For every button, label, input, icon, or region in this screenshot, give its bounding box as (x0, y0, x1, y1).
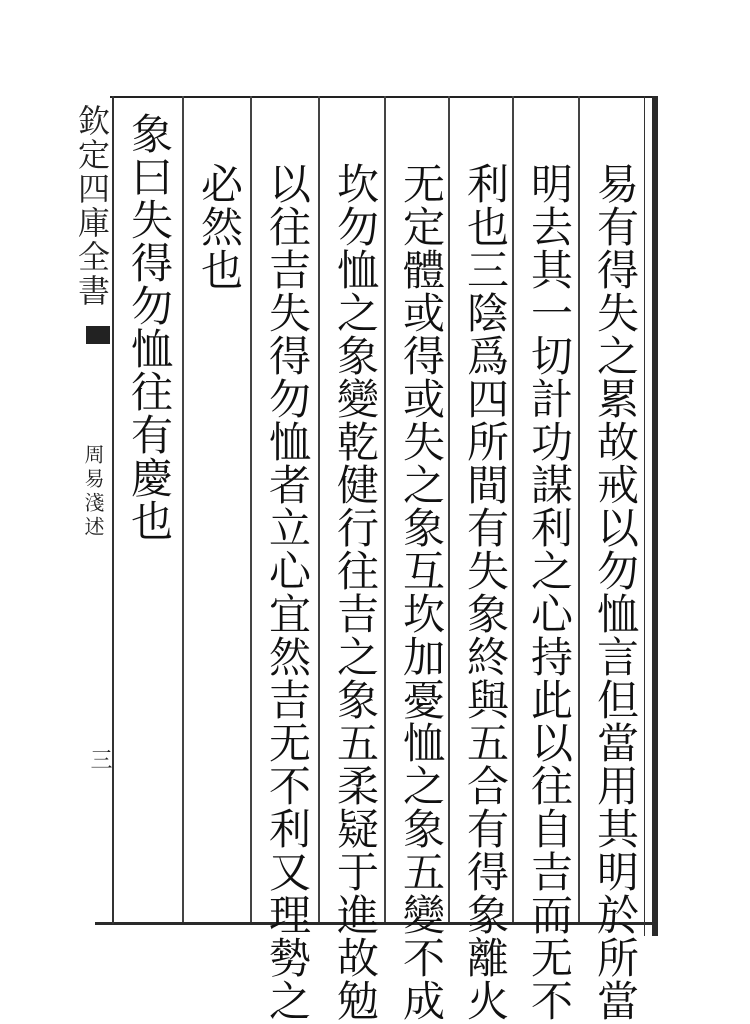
column-rule (578, 96, 580, 922)
column-rule (250, 96, 252, 922)
column-rule (384, 96, 386, 922)
text-column-2: 明去其一切計功謀利之心持此以往自吉而无不 (525, 162, 574, 1022)
text-column-8: 象曰失得勿恤往有慶也 (125, 112, 174, 542)
column-rule (448, 96, 450, 922)
fish-tail-mark-icon (86, 326, 110, 344)
frame-left-border (112, 96, 114, 924)
text-column-3: 利也三陰爲四所間有失象終與五合有得象離火 (461, 162, 510, 1022)
frame-right-inner-border (644, 96, 645, 936)
text-column-4: 无定體或得或失之象互坎加憂恤之象五變不成 (397, 162, 446, 1022)
text-column-7: 必然也 (195, 162, 244, 291)
text-column-1: 易有得失之累故戒以勿恤言但當用其明於所當 (591, 162, 640, 1022)
text-column-5: 坎勿恤之象變乾健行往吉之象五柔疑于進故勉 (331, 162, 380, 1022)
column-rule (512, 96, 514, 922)
text-column-6: 以往吉失得勿恤者立心宜然吉无不利又理勢之 (263, 162, 312, 1022)
page-number: 三 (87, 748, 112, 770)
column-rule (318, 96, 320, 922)
frame-right-border (652, 96, 658, 936)
chapter-title: 周易淺述 (81, 444, 105, 540)
book-title: 欽定四庫全書 (73, 104, 111, 308)
column-rule (182, 96, 184, 922)
